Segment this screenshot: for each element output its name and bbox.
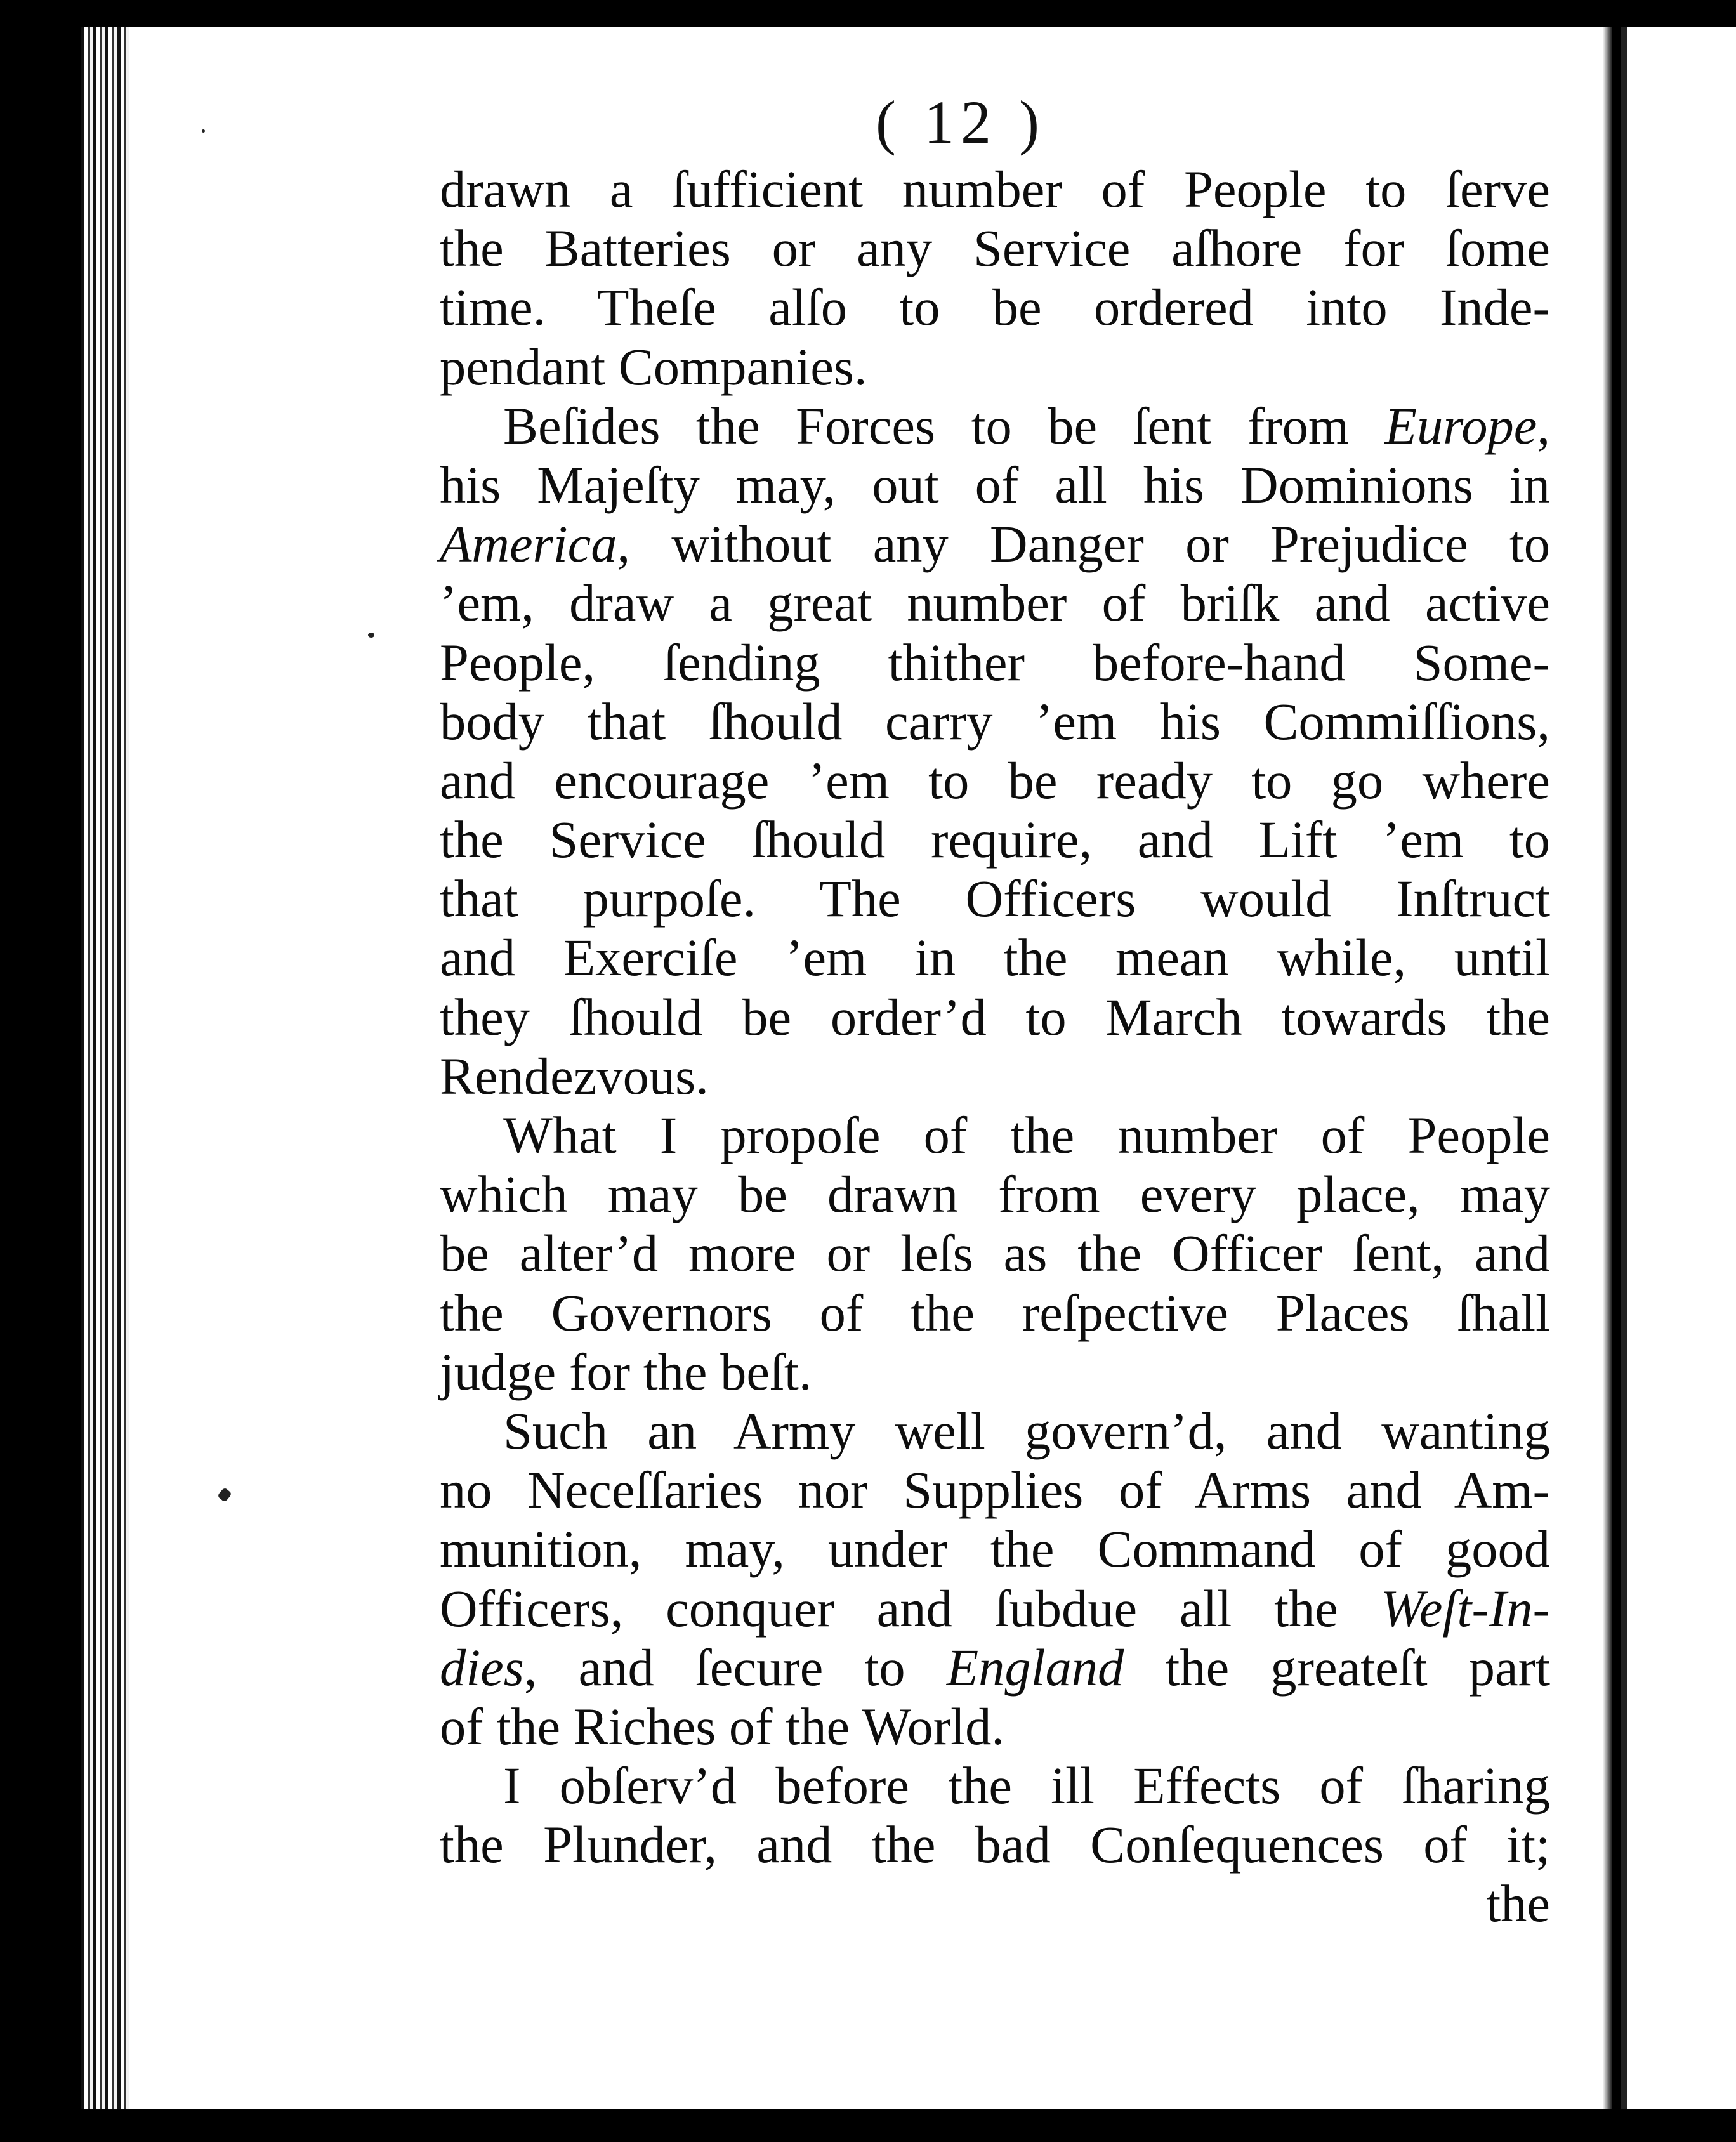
text-line: Beſides the Forces to be ſent from Europe, bbox=[503, 396, 1550, 455]
ink-speck bbox=[217, 1487, 232, 1502]
text-line: Officers, conquer and ſubdue all the Weſt-In- bbox=[440, 1579, 1550, 1638]
text-line: judge for the beſt. bbox=[440, 1342, 812, 1401]
text-line: America, without any Danger or Prejudice to bbox=[440, 515, 1550, 574]
text-line: the Service ſhould require, and Lift ’em to bbox=[440, 810, 1550, 869]
text-line: People, ſending thither before-hand Some- bbox=[440, 633, 1550, 692]
facing-page-edge bbox=[1621, 27, 1736, 2109]
text-line: What I propoſe of the number of People bbox=[503, 1106, 1550, 1164]
page-number: ( 12 ) bbox=[876, 88, 1046, 156]
scan-border-top bbox=[76, 0, 1736, 27]
text-line: ’em, draw a great number of briſk and active bbox=[440, 574, 1550, 633]
text-line: be alter’d more or leſs as the Officer ſent, and bbox=[440, 1224, 1550, 1283]
text-line: which may be drawn from every place, may bbox=[440, 1165, 1550, 1224]
body-text bbox=[440, 160, 1550, 1934]
text-line: the Batteries or any Service aſhore for ſome bbox=[440, 219, 1550, 278]
facing-page-shadow bbox=[1621, 27, 1627, 2109]
text-line: the Plunder, and the bad Conſequences of it; bbox=[440, 1815, 1550, 1874]
text-line: Rendezvous. bbox=[440, 1046, 709, 1105]
text-line: no Neceſſaries nor Supplies of Arms and Am- bbox=[440, 1461, 1550, 1520]
text-line: and Exerciſe ’em in the mean while, until bbox=[440, 928, 1550, 987]
text-line: dies, and ſecure to England the greateſt part bbox=[440, 1638, 1550, 1697]
text-line: his Majeſty may, out of all his Dominions in bbox=[440, 455, 1550, 514]
text-line: Such an Army well govern’d, and wanting bbox=[503, 1401, 1550, 1460]
catchword: the bbox=[1486, 1874, 1550, 1933]
text-line: pendant Companies. bbox=[440, 337, 867, 396]
text-line: that purpoſe. The Officers would Inſtruct bbox=[440, 869, 1550, 928]
text-line: munition, may, under the Command of good bbox=[440, 1520, 1550, 1579]
ink-speck bbox=[368, 633, 374, 638]
text-line: they ſhould be order’d to March towards the bbox=[440, 987, 1550, 1046]
text-line: I obſerv’d before the ill Effects of ſharing bbox=[503, 1756, 1550, 1815]
gutter-shadow bbox=[1603, 27, 1612, 2109]
text-line: drawn a ſufficient number of People to ſerve bbox=[440, 160, 1550, 218]
text-line: time. Theſe alſo to be ordered into Inde- bbox=[440, 278, 1550, 337]
text-line: the Governors of the reſpective Places ſhall bbox=[440, 1283, 1550, 1342]
stacked-page-edges bbox=[81, 27, 129, 2109]
text-line: and encourage ’em to be ready to go where bbox=[440, 751, 1550, 810]
text-line: of the Riches of the World. bbox=[440, 1697, 1004, 1756]
text-line: body that ſhould carry ’em his Commiſſions, bbox=[440, 692, 1550, 751]
book-page bbox=[81, 27, 1612, 2109]
ink-speck bbox=[202, 129, 205, 133]
